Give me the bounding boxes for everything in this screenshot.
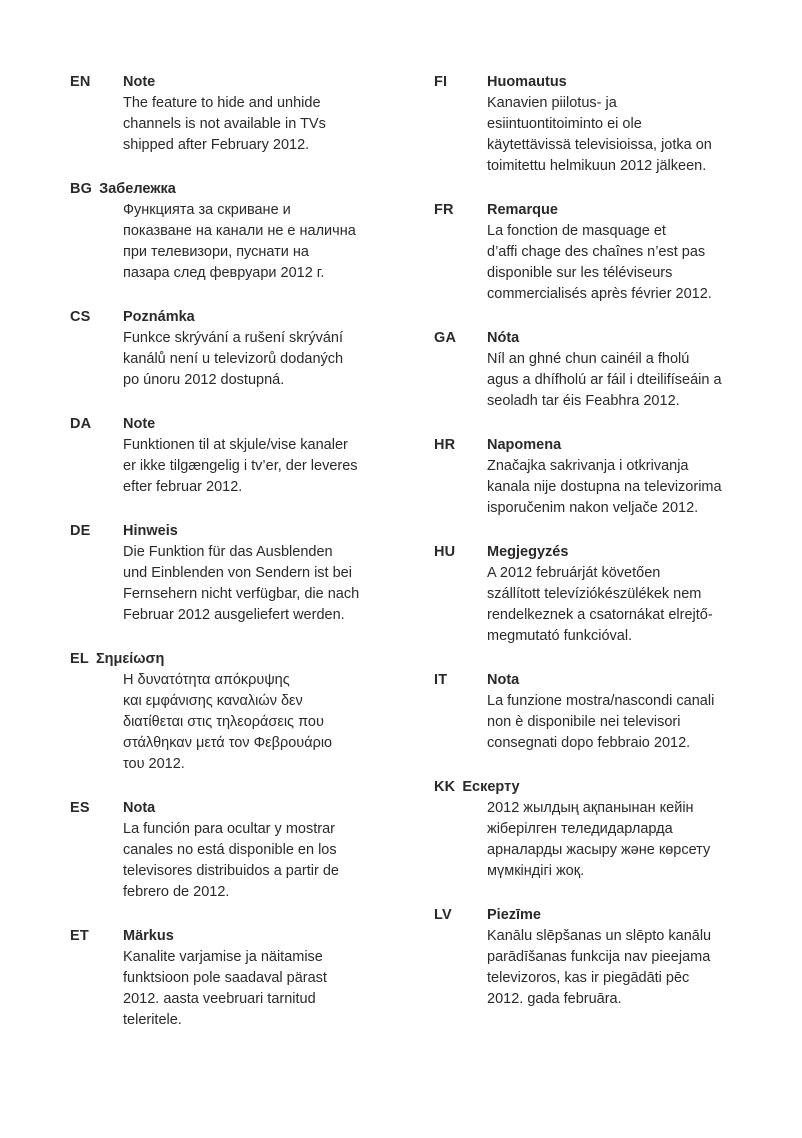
note-entry-lv (434, 905, 774, 1010)
note-body-line: Februar 2012 ausgeliefert werden. (123, 607, 345, 623)
note-title: Nota (123, 800, 156, 816)
note-body-line: febrero de 2012. (123, 884, 230, 900)
note-title: Märkus (123, 928, 174, 944)
note-title: Σημείωση (95, 651, 165, 667)
note-body-line: canales no está disponible en los (123, 842, 337, 858)
note-body-line: Níl an ghné chun cainéil a fholú (487, 351, 690, 367)
note-body-line: στάλθηκαν μετά τον Φεβρουάριο (123, 735, 333, 751)
note-entry-head (70, 926, 410, 947)
note-body-line: kanala nije dostupna na televizorima (487, 479, 722, 495)
note-entry-head (434, 905, 774, 926)
language-code: ET (70, 928, 89, 944)
note-entry-head (434, 542, 774, 563)
language-code: LV (434, 907, 452, 923)
note-body-line: пазара след февруари 2012 г. (123, 265, 325, 281)
note-entry-bg (70, 179, 410, 284)
note-body-line: esiintuontitoiminto ei ole (487, 116, 642, 132)
note-body-line: Функцията за скриване и (123, 202, 291, 218)
note-body-line: Funktionen til at skjule/vise kanaler (123, 437, 348, 453)
note-body-line: shipped after February 2012. (123, 137, 310, 153)
note-entry-head (434, 670, 774, 691)
note-body (123, 542, 410, 626)
language-code: ES (70, 800, 90, 816)
note-title: Poznámka (123, 309, 195, 325)
language-code: EN (70, 74, 91, 90)
note-body-line: kanálů není u televizorů dodaných (123, 351, 344, 367)
note-entry-fr (434, 200, 774, 305)
note-body-line: арналарды жасыру және көрсету (487, 842, 711, 858)
note-title: Ескерту (462, 779, 520, 795)
note-body-line: Η δυνατότητα απόκρυψης (123, 672, 290, 688)
language-code: EL (70, 651, 89, 667)
note-entry-kk (434, 777, 774, 882)
note-entry-head (70, 649, 410, 670)
note-entry-hr (434, 435, 774, 519)
note-body-line: La función para ocultar y mostrar (123, 821, 335, 837)
note-entry-head (434, 777, 774, 798)
note-entry-head (434, 72, 774, 93)
note-body-line: 2012 жылдың ақпанынан кейін (487, 800, 694, 816)
column-left (70, 72, 410, 1031)
note-entry-head (70, 179, 410, 200)
note-body-line: Funkce skrývání a rušení skrývání (123, 330, 343, 346)
note-title: Napomena (487, 437, 562, 453)
note-body (123, 947, 410, 1031)
note-body-line: toimitettu helmikuun 2012 jälkeen. (487, 158, 707, 174)
note-body-line: er ikke tilgængelig i tv’er, der leveres (123, 458, 358, 474)
language-code: HR (434, 437, 456, 453)
note-body (487, 221, 774, 305)
note-body-line: La fonction de masquage et (487, 223, 666, 239)
note-entry-el (70, 649, 410, 775)
note-body-line: funktsioon pole saadaval pärast (123, 970, 327, 986)
note-entry-head (70, 72, 410, 93)
language-code: CS (70, 309, 91, 325)
note-body-line: жіберілген теледидарларда (487, 821, 673, 837)
note-body-line: Značajka sakrivanja i otkrivanja (487, 458, 689, 474)
note-body-line: The feature to hide and unhide (123, 95, 321, 111)
note-body-line: Kanālu slēpšanas un slēpto kanālu (487, 928, 712, 944)
note-body-line: A 2012 februárját követően (487, 565, 661, 581)
note-entry-cs (70, 307, 410, 391)
note-body-line: televizoros, kas ir piegādāti pēc (487, 970, 690, 986)
note-entry-ga (434, 328, 774, 412)
note-body-line: διατίθεται στις τηλεοράσεις που (123, 714, 324, 730)
column-right (434, 72, 774, 1010)
note-body-line: La funzione mostra/nascondi canali (487, 693, 715, 709)
note-title: Piezīme (487, 907, 541, 923)
note-body-line: Die Funktion für das Ausblenden (123, 544, 333, 560)
note-body (487, 798, 774, 882)
note-body-line: 2012. aasta veebruari tarnitud (123, 991, 316, 1007)
note-body-line: rendelkeznek a csatornákat elrejtő- (487, 607, 713, 623)
language-code: KK (434, 779, 456, 795)
note-title: Remarque (487, 202, 558, 218)
note-body-line: Kanalite varjamise ja näitamise (123, 949, 323, 965)
note-title: Hinweis (123, 523, 178, 539)
note-body-line: commercialisés après février 2012. (487, 286, 712, 302)
language-code: DE (70, 523, 91, 539)
note-entry-head (70, 414, 410, 435)
note-body (123, 328, 410, 391)
note-body-line: szállított televíziókészülékek nem (487, 586, 702, 602)
note-body-line: при телевизори, пуснати на (123, 244, 309, 260)
note-body-line: efter februar 2012. (123, 479, 243, 495)
note-entry-de (70, 521, 410, 626)
note-body-line: και εμφάνισης καναλιών δεν (123, 693, 303, 709)
note-body (123, 93, 410, 156)
note-entry-et (70, 926, 410, 1031)
language-code: GA (434, 330, 457, 346)
note-entry-es (70, 798, 410, 903)
note-title: Note (123, 74, 156, 90)
language-code: BG (70, 181, 93, 197)
note-title: Huomautus (487, 74, 567, 90)
note-body (487, 93, 774, 177)
note-entry-en (70, 72, 410, 156)
note-entry-head (434, 200, 774, 221)
note-body-line: consegnati dopo febbraio 2012. (487, 735, 691, 751)
note-body (487, 691, 774, 754)
note-entry-head (434, 435, 774, 456)
note-body (487, 563, 774, 647)
note-entry-it (434, 670, 774, 754)
note-body-line: disponible sur les téléviseurs (487, 265, 673, 281)
language-code: FR (434, 202, 454, 218)
note-title: Note (123, 416, 156, 432)
note-body-line: agus a dhífholú ar fáil i dteilifíseáin a (487, 372, 722, 388)
note-body-line: televisores distribuidos a partir de (123, 863, 339, 879)
note-body-line: und Einblenden von Sendern ist bei (123, 565, 352, 581)
note-body (123, 819, 410, 903)
note-body-line: teleritele. (123, 1012, 182, 1028)
note-entry-da (70, 414, 410, 498)
note-body (487, 926, 774, 1010)
note-title: Nota (487, 672, 520, 688)
note-body-line: показване на канали не е налична (123, 223, 356, 239)
note-body-line: Kanavien piilotus- ja (487, 95, 617, 111)
note-body-line: po únoru 2012 dostupná. (123, 372, 285, 388)
note-body-line: Fernsehern nicht verfügbar, die nach (123, 586, 360, 602)
note-entry-head (70, 307, 410, 328)
note-body-line: мүмкіндігі жоқ. (487, 863, 585, 879)
note-title: Забележка (99, 181, 176, 197)
note-body-line: channels is not available in TVs (123, 116, 326, 132)
note-body (487, 456, 774, 519)
language-code: HU (434, 544, 456, 560)
language-code: DA (70, 416, 92, 432)
note-body-line: megmutató funkcióval. (487, 628, 633, 644)
note-entry-head (70, 798, 410, 819)
language-code: FI (434, 74, 448, 90)
note-title: Nóta (487, 330, 520, 346)
note-body-line: d’affi chage des chaînes n’est pas (487, 244, 706, 260)
note-entry-head (434, 328, 774, 349)
note-entry-head (70, 521, 410, 542)
note-entry-hu (434, 542, 774, 647)
language-code: IT (434, 672, 448, 688)
note-body-line: 2012. gada februāra. (487, 991, 622, 1007)
note-body-line: käytettävissä televisioissa, jotka on (487, 137, 712, 153)
note-body-line: seoladh tar éis Feabhra 2012. (487, 393, 680, 409)
note-body (487, 349, 774, 412)
note-body-line: του 2012. (123, 756, 185, 772)
note-body-line: parādīšanas funkcija nav pieejama (487, 949, 711, 965)
note-body (123, 670, 410, 775)
note-entry-fi (434, 72, 774, 177)
note-title: Megjegyzés (487, 544, 569, 560)
note-body (123, 435, 410, 498)
note-body (123, 200, 410, 284)
note-body-line: isporučenim nakon veljače 2012. (487, 500, 699, 516)
note-body-line: non è disponibile nei televisori (487, 714, 681, 730)
